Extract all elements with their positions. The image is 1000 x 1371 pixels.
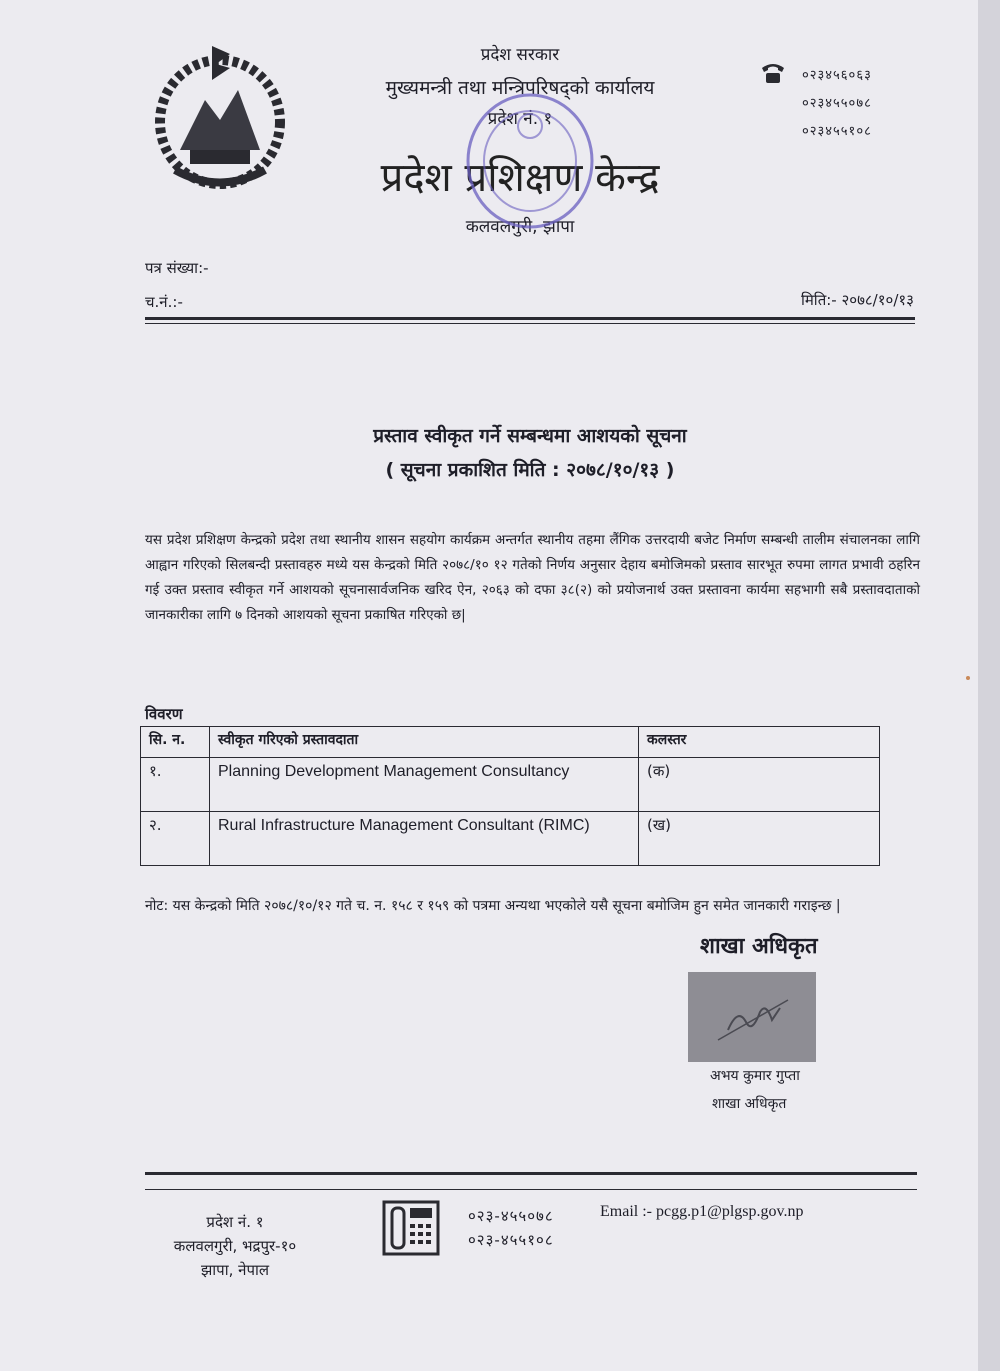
cell-cluster: (क) xyxy=(639,758,880,812)
footer-address xyxy=(150,1210,320,1282)
nepal-emblem-icon xyxy=(150,40,290,195)
footer-email: Email :- pcgg.p1@plgsp.gov.np xyxy=(600,1203,804,1220)
footer-address-line: कलवलगुरी, भद्रपुर-१० xyxy=(173,1237,297,1255)
phone-number: ०२३४५५१०८ xyxy=(802,124,872,139)
details-table xyxy=(140,726,880,866)
header-divider xyxy=(145,323,915,324)
phone-number: ०२३४५५०७८ xyxy=(802,96,872,111)
notice-published-date: ( सूचना प्रकाशित मिति : २०७८/१०/१३ ) xyxy=(385,459,675,481)
dispatch-number: च.नं.:- xyxy=(145,293,183,311)
phone-number: ०२३४५६०६३ xyxy=(802,68,872,83)
telephone-icon xyxy=(760,62,786,84)
table-row xyxy=(141,758,880,812)
paper-mark xyxy=(966,676,970,680)
signature-heading: शाखा अधिकृत xyxy=(700,934,818,959)
letter-date: मिति:- २०७८/१०/१३ xyxy=(800,291,914,309)
cell-sn: १. xyxy=(141,758,210,812)
office-stamp-icon xyxy=(460,86,600,236)
column-header-cluster: कलस्तर xyxy=(639,727,880,758)
office-title: प्रदेश प्रशिक्षण केन्द्र xyxy=(380,155,660,201)
note-text: नोट: यस केन्द्रको मिति २०७८/१०/१२ गते च. न. १५८ र १५९ को पत्रमा अन्यथा भएकोले यसै सूचना बमोजिम हुन समेत जानकारी गराइन्छ | xyxy=(145,898,841,914)
footer-phone: ०२३-४५५१०८ xyxy=(468,1231,554,1249)
header-divider xyxy=(145,317,915,320)
signatory-post: शाखा अधिकृत xyxy=(712,1096,787,1112)
cell-sn: २. xyxy=(141,812,210,866)
column-header-sn: सि. न. xyxy=(141,727,210,758)
header-phones xyxy=(802,62,872,146)
column-header-bidder: स्वीकृत गरिएको प्रस्तावदाता xyxy=(210,727,639,758)
table-header-row xyxy=(141,727,880,758)
footer-divider xyxy=(145,1189,917,1190)
cell-bidder: Rural Infrastructure Management Consultant (RIMC) xyxy=(210,812,639,866)
footer-phones xyxy=(468,1204,554,1252)
signature-image xyxy=(688,972,816,1062)
footer-address-line: प्रदेश नं. १ xyxy=(206,1213,264,1231)
details-label: विवरण xyxy=(145,705,183,723)
footer-phone: ०२३-४५५०७८ xyxy=(468,1207,554,1225)
letter-number: पत्र संख्या:- xyxy=(145,259,209,277)
notice-subject: प्रस्ताव स्वीकृत गर्ने सम्बन्धमा आशयको सूचना xyxy=(373,425,687,447)
footer-divider xyxy=(145,1172,917,1175)
header-ministry: मुख्यमन्त्री तथा मन्त्रिपरिषद्को कार्यालय xyxy=(385,77,655,99)
header-province: प्रदेश नं. १ xyxy=(487,109,553,129)
header-government: प्रदेश सरकार xyxy=(480,45,560,65)
signatory-name: अभय कुमार गुप्ता xyxy=(710,1068,800,1084)
footer-address-line: झापा, नेपाल xyxy=(200,1261,270,1279)
notice-body: यस प्रदेश प्रशिक्षण केन्द्रको प्रदेश तथा स्थानीय शासन सहयोग कार्यक्रम अन्तर्गत स्थानीय तहमा लैंगिक उत्तरदायी बजेट निर्माण सम्बन्धी तालीम संचालनका लागि आह्वान गरिएको सिलबन्दी प्रस्तावहरु मध्ये यस केन्द्रको मिति २०७८/१० १२ गतेको निर्णय अनुसार देहाय बमोजिमको प्रस्ताव सारभूत रुपमा लागत प्रभावी ठहरिन गई उक्त प्रस्ताव स्वीकृत गर्ने आशयको सूचनासार्वजनिक खरिद ऐन, २०६३ को दफा ३८(२) को प्रयोजनार्थ उक्त प्रस्तावना कार्यमा सहभागी सबै प्रस्तावदाताको जानकारीका लागि ७ दिनको आशयको सूचना प्रकाषित गरिएको छ| xyxy=(145,532,920,623)
office-address: कलवलगुरी, झापा xyxy=(465,217,575,237)
handwritten-signature-icon xyxy=(688,972,816,1062)
cell-cluster: (ख) xyxy=(639,812,880,866)
fax-machine-icon xyxy=(382,1200,440,1256)
table-row xyxy=(141,812,880,866)
cell-bidder: Planning Development Management Consultancy xyxy=(210,758,639,812)
page-edge xyxy=(978,0,1000,1371)
